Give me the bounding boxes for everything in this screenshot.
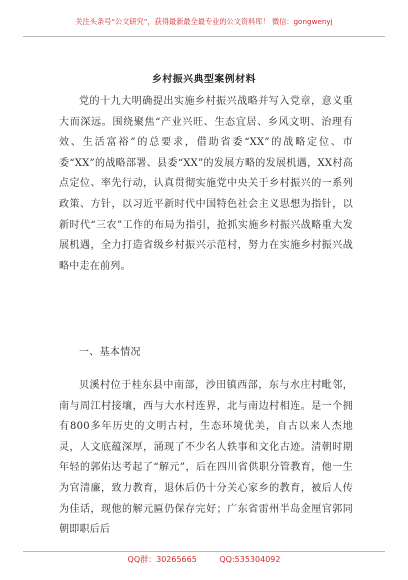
intro-paragraph-block [59,92,353,277]
footer-qq-group: QQ群：30265665 [127,555,197,564]
page-footer [0,554,408,565]
page-header-banner: 关注头条号“公文研究”，获得最新最全最专业的公文资料库！ 微信：gongwenyj [75,17,333,26]
footer-divider [23,551,385,552]
header-divider [23,36,385,37]
document-title: 乡村振兴典型案例材料 [152,74,256,85]
section-paragraph: 贝溪村位于桂东县中南部，沙田镇西部，东与水庄村毗邻，南与周江村接壤，西与大水村连界，北与南边村相连。是一个拥有800多年历史的文明古村，生态环境优美，自古以来人杰地灵，人文底蕴深厚，涌现了不少名人轶事和文化古迹。清朝时期年轻的郭佑达考起了“解元”，后在四川省供职分管教育，他一生为官清廉，致力教育，退休后仍十分关心家乡的教育，被后人传为佳话，现他的解元匾仍保存完好；广东省雷州半岛金厘官郭同朝即职后后 [59,380,353,536]
footer-qq-number: QQ:535304092 [219,555,281,564]
section-paragraph-block [59,376,353,541]
intro-paragraph: 党的十九大明确提出实施乡村振兴战略并写入党章，意义重大而深远。围绕聚焦“产业兴旺、生态宜居、乡风文明、治理有效、生活富裕”的总要求，借助省委“XX”的战略定位、市委“XX”的战略部署、县委“XX”的发展方略的发展机遇，XX村高点定位、率先行动，认真贯彻实施党中央关于乡村振兴的一系列政策、方针，以习近平新时代中国特色社会主义思想为指针，以新时代“三农”工作的布局为指引，抢抓实施乡村振兴战略重大发展机遇，全力打造省级乡村振兴示范村，努力在实施乡村振兴战略中走在前列。 [59,96,353,272]
section-heading: 一、基本情况 [79,347,141,358]
